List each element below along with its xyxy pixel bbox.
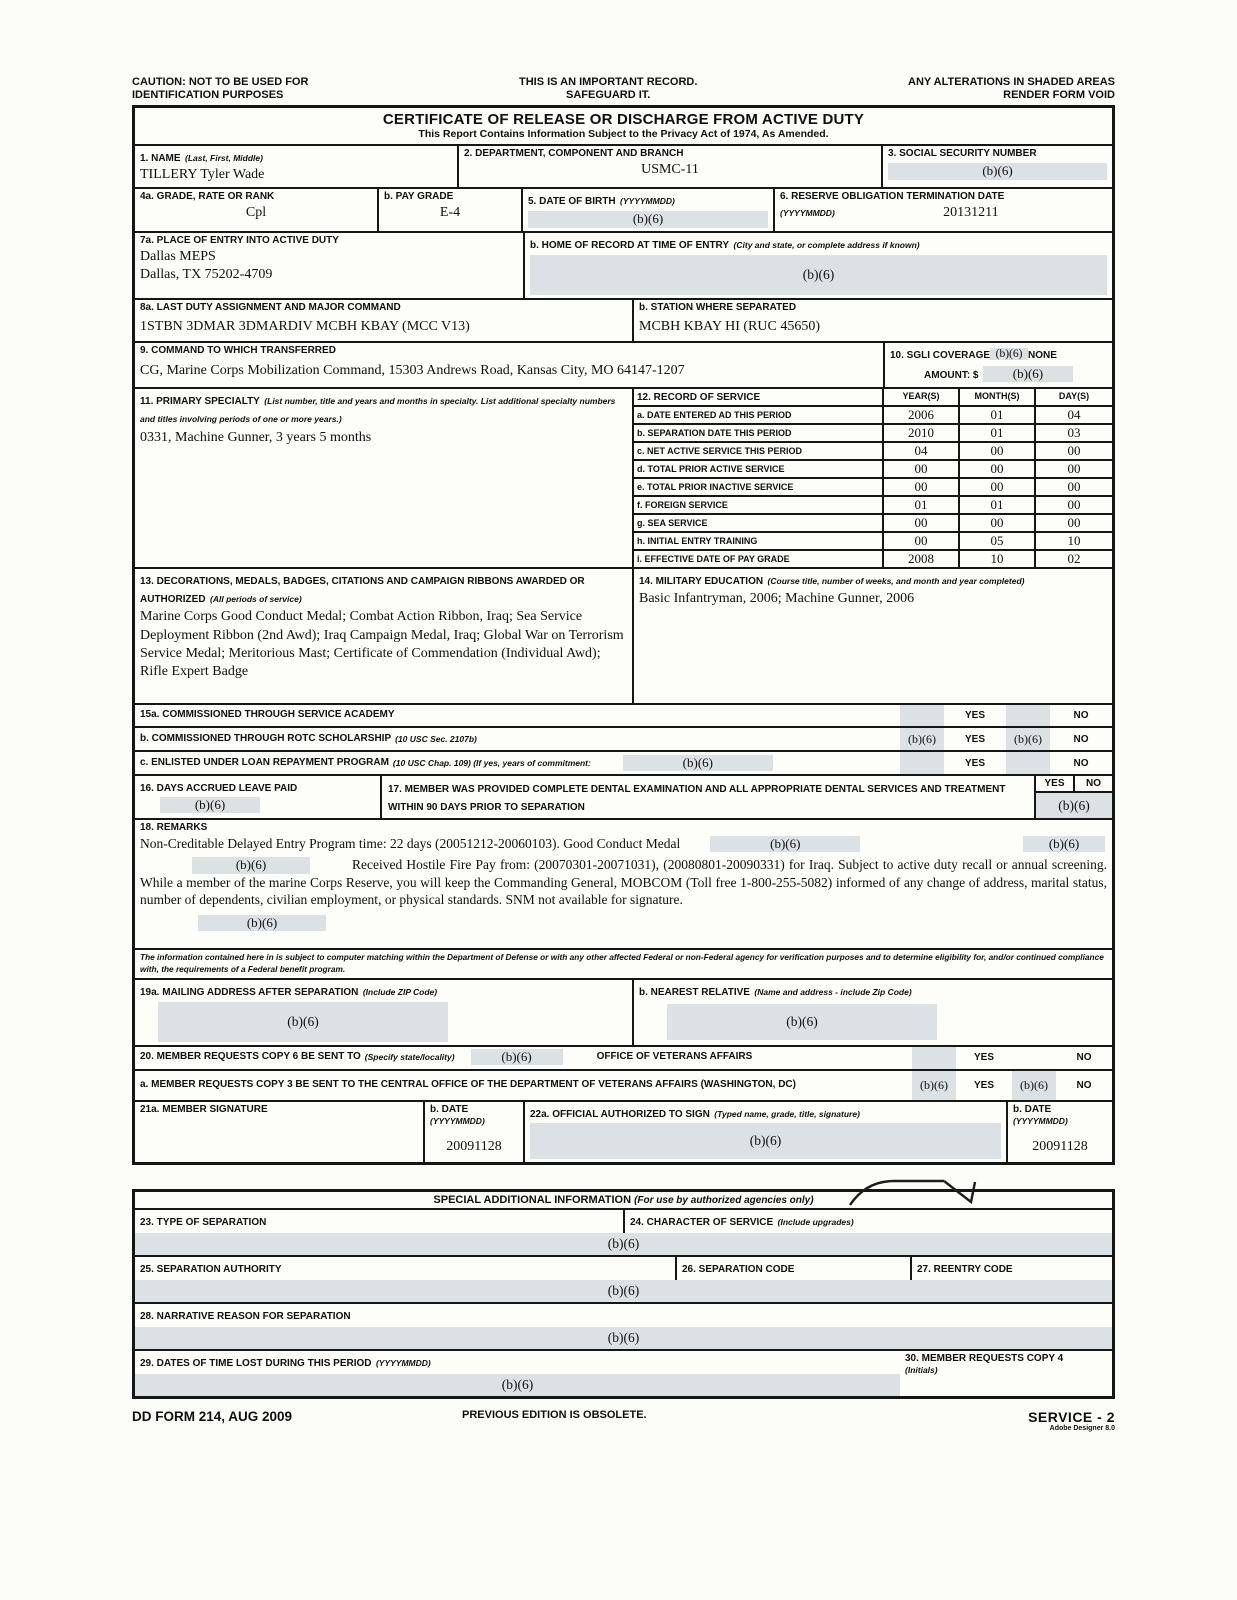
ros-years: 2006 <box>882 407 958 423</box>
redacted-strip-28: (b)(6) <box>135 1327 1112 1349</box>
redacted-value: (b)(6) <box>198 915 326 931</box>
field-5-dob <box>521 189 773 231</box>
field-28-narrative-reason <box>135 1304 1112 1327</box>
ros-row-label: i. EFFECTIVE DATE OF PAY GRADE <box>637 554 790 565</box>
row-23-24 <box>135 1210 1112 1233</box>
caution-center-line1: THIS IS AN IMPORTANT RECORD. <box>518 76 698 88</box>
row-21-22 <box>135 1102 1112 1162</box>
yes-cell: YES <box>964 710 985 722</box>
special-title-note: (For use by authorized agencies only) <box>634 1194 814 1206</box>
field-label: 30. MEMBER REQUESTS COPY 4 <box>905 1352 1064 1364</box>
field-17-dental <box>380 776 1112 818</box>
field-label: 18. REMARKS <box>140 822 208 834</box>
shaded-redacted-cell: (b)(6) <box>1012 1071 1056 1100</box>
caution-center <box>519 76 697 101</box>
field-19b-nearest-relative <box>632 980 1112 1045</box>
field-value-line1: Dallas MEPS <box>140 248 216 264</box>
field-label: 6. RESERVE OBLIGATION TERMINATION DATE <box>780 191 1005 203</box>
adobe-designer-label: Adobe Designer 8.0 <box>1049 1424 1115 1432</box>
field-11-primary-specialty <box>135 389 632 567</box>
ros-years: 00 <box>882 533 958 549</box>
no-cell: NO <box>1076 1079 1092 1091</box>
footer-form-number: DD FORM 214, AUG 2009 <box>132 1408 293 1424</box>
field-21a-member-signature <box>135 1102 423 1162</box>
field-label: b. NEAREST RELATIVE <box>639 986 750 998</box>
ros-years: 00 <box>882 515 958 531</box>
ros-days: 00 <box>1034 515 1112 531</box>
row-4-5-6 <box>135 189 1112 233</box>
no-cell: NO <box>1073 710 1089 722</box>
ros-years: 2008 <box>882 551 958 567</box>
ros-row-label: a. DATE ENTERED AD THIS PERIOD <box>637 410 792 421</box>
ros-row-label: f. FOREIGN SERVICE <box>637 500 728 511</box>
row-15b <box>135 728 1112 752</box>
field-value: USMC-11 <box>641 161 699 177</box>
remarks-paragraph <box>140 856 1107 909</box>
row-8 <box>135 300 1112 343</box>
ros-row-a <box>634 407 1112 425</box>
shaded-cell <box>900 752 944 774</box>
field-label: 19a. MAILING ADDRESS AFTER SEPARATION <box>140 986 359 998</box>
special-title: SPECIAL ADDITIONAL INFORMATION <box>433 1193 632 1206</box>
row-16-17 <box>135 776 1112 820</box>
field-29-time-lost <box>135 1351 900 1396</box>
field-value: 1STBN 3DMAR 3DMARDIV MCBH KBAY (MCC V13) <box>140 318 470 334</box>
ros-row-d <box>634 461 1112 479</box>
field-9-command-transferred <box>135 343 883 387</box>
field-label-note: (City and state, or complete address if known) <box>733 240 920 251</box>
ros-row-e <box>634 479 1112 497</box>
ros-col-years: YEAR(S) <box>882 389 958 405</box>
ros-years: 04 <box>882 443 958 459</box>
field-label-note: (Last, First, Middle) <box>185 153 263 164</box>
redacted-value: (b)(6) <box>530 1123 1001 1159</box>
form-content <box>132 76 1115 1432</box>
field-label: 4a. GRADE, RATE OR RANK <box>140 191 275 203</box>
field-16-accrued-leave <box>135 776 380 818</box>
yes-cell: YES <box>1044 778 1065 790</box>
row-1-2-3 <box>135 146 1112 189</box>
ros-days: 03 <box>1034 425 1112 441</box>
field-3-ssn <box>881 146 1112 187</box>
ros-years: 2010 <box>882 425 958 441</box>
form-subtitle: This Report Contains Information Subject to the Privacy Act of 1974, As Amended. <box>418 128 829 141</box>
ros-row-h <box>634 533 1112 551</box>
remarks-line1: Non-Creditable Delayed Entry Program time: 22 days (20051212-20060103). Good Conduct Medal <box>140 835 681 851</box>
field-label-note: (10 USC Sec. 2107b) <box>395 733 477 744</box>
field-label: 7a. PLACE OF ENTRY INTO ACTIVE DUTY <box>140 235 339 247</box>
field-label-note: (Include ZIP Code) <box>362 986 438 997</box>
redacted-value: (b)(6) <box>990 348 1028 360</box>
spacer-cell <box>1012 1047 1056 1069</box>
ros-row-c <box>634 443 1112 461</box>
field-label: 27. REENTRY CODE <box>917 1263 1013 1275</box>
ros-months: 00 <box>958 515 1034 531</box>
redacted-value: (b)(6) <box>530 255 1107 295</box>
no-cell: NO <box>1073 733 1089 745</box>
redacted-value: (b)(6) <box>983 366 1073 382</box>
field-label: a. MEMBER REQUESTS COPY 3 BE SENT TO THE CENTRAL OFFICE OF THE DEPARTMENT OF VETERANS AFFAIRS (WASHINGTON, DC) <box>140 1078 796 1090</box>
special-additional-info-box <box>132 1189 1115 1399</box>
ros-row-label: g. SEA SERVICE <box>637 518 708 529</box>
office-veterans-affairs-label: OFFICE OF VETERANS AFFAIRS <box>596 1051 753 1063</box>
field-15c-loan-repayment <box>135 752 900 774</box>
field-label: b. COMMISSIONED THROUGH ROTC SCHOLARSHIP <box>140 732 392 744</box>
redacted-value: (b)(6) <box>160 797 260 813</box>
yes-cell: YES <box>964 733 985 745</box>
yes-cell: YES <box>964 757 985 769</box>
ros-col-months: MONTH(S) <box>958 389 1034 405</box>
field-label: 24. CHARACTER OF SERVICE <box>630 1216 774 1228</box>
redacted-value: (b)(6) <box>1023 836 1105 852</box>
ros-title: 12. RECORD OF SERVICE <box>637 392 761 404</box>
field-19a-mailing-address <box>135 980 632 1045</box>
field-value: 20091128 <box>446 1139 502 1155</box>
field-13-decorations <box>135 569 632 703</box>
field-label: 20. MEMBER REQUESTS COPY 6 BE SENT TO <box>140 1051 361 1063</box>
field-15b-rotc <box>135 728 900 750</box>
field-label-note: (YYYYMMDD) <box>780 208 835 219</box>
redacted-value: (b)(6) <box>623 755 773 771</box>
field-6-reserve-obligation <box>773 189 1112 231</box>
field-label-note: (Specify state/locality) <box>364 1052 455 1063</box>
caution-right <box>908 76 1115 101</box>
field-label: b. DATE <box>1013 1103 1052 1115</box>
redacted-value: (b)(6) <box>710 836 860 852</box>
field-value: MCBH KBAY HI (RUC 45650) <box>639 318 820 334</box>
ros-years: 00 <box>882 479 958 495</box>
field-label-note: (YYYYMMDD) <box>430 1116 485 1127</box>
caution-left <box>132 76 308 101</box>
field-label-note: (Course title, number of weeks, and month and year completed) <box>767 576 1025 587</box>
form-title-block <box>135 108 1112 146</box>
ros-row-label: h. INITIAL ENTRY TRAINING <box>637 536 758 547</box>
field-label: 25. SEPARATION AUTHORITY <box>140 1263 282 1275</box>
shaded-redacted-cell: (b)(6) <box>1036 793 1112 818</box>
field-value: CG, Marine Corps Mobilization Command, 15303 Andrews Road, Kansas City, MO 64147-1207 <box>140 362 685 378</box>
redacted-value: (b)(6) <box>471 1049 563 1065</box>
yes-no-20a <box>912 1071 1112 1100</box>
ros-days: 00 <box>1034 479 1112 495</box>
ros-months: 01 <box>958 425 1034 441</box>
row-13-14 <box>135 569 1112 705</box>
ros-days: 10 <box>1034 533 1112 549</box>
field-value: Basic Infantryman, 2006; Machine Gunner, 2006 <box>639 591 915 607</box>
ros-years: 01 <box>882 497 958 513</box>
yes-no-15a <box>900 705 1112 726</box>
field-label: b. HOME OF RECORD AT TIME OF ENTRY <box>530 240 730 252</box>
row-25-26-27 <box>135 1255 1112 1280</box>
ros-row-b <box>634 425 1112 443</box>
field-label: 23. TYPE OF SEPARATION <box>140 1216 267 1228</box>
field-label-note: (Initials) <box>905 1365 938 1376</box>
field-22b-date <box>1006 1102 1112 1162</box>
redacted-value: (b)(6) <box>667 1004 937 1040</box>
row-11-12 <box>135 389 1112 569</box>
field-label: 3. SOCIAL SECURITY NUMBER <box>888 148 1037 160</box>
ros-months: 00 <box>958 443 1034 459</box>
field-4b-paygrade <box>377 189 521 231</box>
field-label: 8a. LAST DUTY ASSIGNMENT AND MAJOR COMMAND <box>140 302 401 314</box>
field-25-separation-authority <box>135 1257 675 1280</box>
field-label: 11. PRIMARY SPECIALTY <box>140 396 260 408</box>
privacy-note: The information contained here in is subject to computer matching within the Department of Defense or with any other affected Federal or non-Federal agency for verification purposes and to determine eligibility for, and/or continued compliance with, the requirements of a Federal benefit program. <box>140 952 1104 974</box>
field-label: 10. SGLI COVERAGE <box>890 350 991 362</box>
field-7b-home-of-record <box>523 233 1112 298</box>
redacted-value: (b)(6) <box>888 163 1107 180</box>
ros-years: 00 <box>882 461 958 477</box>
field-8a-last-duty <box>135 300 632 341</box>
no-cell: NO <box>1073 757 1089 769</box>
redacted-value: (b)(6) <box>158 1002 448 1042</box>
field-value: 20131211 <box>943 204 999 220</box>
field-label-note: (Typed name, grade, title, signature) <box>714 1108 860 1119</box>
service-copy-label: SERVICE - 2 <box>1028 1408 1115 1425</box>
redacted-value: (b)(6) <box>528 211 768 228</box>
field-label-note: (YYYYMMDD) <box>375 1357 431 1368</box>
field-23-type-of-separation <box>135 1210 623 1233</box>
field-label: 9. COMMAND TO WHICH TRANSFERRED <box>140 345 336 357</box>
ros-months: 01 <box>958 407 1034 423</box>
field-label: c. ENLISTED UNDER LOAN REPAYMENT PROGRAM <box>140 756 389 768</box>
shaded-cell <box>900 705 944 726</box>
field-30-member-requests-copy4 <box>900 1351 1112 1396</box>
row-7 <box>135 233 1112 300</box>
redacted-strip-25-27: (b)(6) <box>135 1280 1112 1302</box>
field-value: 0331, Machine Gunner, 3 years 5 months <box>140 430 372 446</box>
footer-service-copy <box>895 1409 1115 1432</box>
field-label: 2. DEPARTMENT, COMPONENT AND BRANCH <box>464 148 684 160</box>
field-label-note: (YYYYMMDD) <box>620 196 675 207</box>
no-cell: NO <box>1073 776 1112 791</box>
ros-days: 02 <box>1034 551 1112 567</box>
ros-months: 00 <box>958 479 1034 495</box>
field-value: TILLERY Tyler Wade <box>140 167 265 183</box>
yes-cell: YES <box>973 1079 994 1091</box>
row-20a <box>135 1071 1112 1102</box>
shaded-redacted-cell: (b)(6) <box>900 728 944 750</box>
ros-row-label: c. NET ACTIVE SERVICE THIS PERIOD <box>637 446 803 457</box>
shaded-cell <box>1006 705 1050 726</box>
ros-header-row <box>634 389 1112 407</box>
form-footer <box>132 1409 1115 1432</box>
field-20-copy6 <box>135 1047 912 1069</box>
row-9-10 <box>135 343 1112 389</box>
caution-right-line2: RENDER FORM VOID <box>1003 88 1115 101</box>
ros-months: 00 <box>958 461 1034 477</box>
remarks-line2: Received Hostile Fire Pay from: (20070301-20071031), (20080801-20090331) for Iraq. Subject to active duty recall or annual screening. While a member of the marine Corps Reserve, you will keep the Commanding General, MOBCOM (Toll free 1-800-255-5082) informed of any change of address, marital status, number of dependents, civilian employment, or physical standards. SNM not available for signature. <box>140 856 1107 908</box>
field-label-note: (All periods of service) <box>210 594 302 605</box>
ros-days: 04 <box>1034 407 1112 423</box>
field-label: b. DATE <box>430 1103 469 1115</box>
field-21b-date <box>423 1102 523 1162</box>
footer-edition-note: PREVIOUS EDITION IS OBSOLETE. <box>462 1408 647 1421</box>
redacted-value: (b)(6) <box>192 857 310 874</box>
main-form-box <box>132 105 1115 1165</box>
field-label: 5. DATE OF BIRTH <box>528 196 616 208</box>
field-label: 1. NAME <box>140 153 181 165</box>
field-label: 15a. COMMISSIONED THROUGH SERVICE ACADEMY <box>140 709 395 721</box>
row-19 <box>135 980 1112 1047</box>
field-20a-copy3 <box>135 1071 912 1100</box>
yes-cell: YES <box>973 1052 994 1064</box>
field-value: Cpl <box>245 204 267 220</box>
sgli-none-label: NONE <box>1028 350 1057 362</box>
caution-left-line1: CAUTION: NOT TO BE USED FOR <box>132 76 309 88</box>
field-label: 13. DECORATIONS, MEDALS, BADGES, CITATIONS AND CAMPAIGN RIBBONS AWARDED OR AUTHORIZED <box>140 576 585 606</box>
shaded-cell <box>912 1047 956 1069</box>
caution-left-line2: IDENTIFICATION PURPOSES <box>132 88 284 101</box>
field-8b-station-separated <box>632 300 1112 341</box>
no-cell: NO <box>1076 1052 1092 1064</box>
field-label: 29. DATES OF TIME LOST DURING THIS PERIOD <box>140 1357 372 1369</box>
field-value: E-4 <box>439 204 461 220</box>
row-15c <box>135 752 1112 776</box>
redacted-strip-23-24: (b)(6) <box>135 1233 1112 1255</box>
field-1-name <box>135 146 457 187</box>
ros-col-days: DAY(S) <box>1034 389 1112 405</box>
row-privacy-note <box>135 950 1112 979</box>
field-label: 26. SEPARATION CODE <box>682 1263 795 1275</box>
ros-row-i <box>634 551 1112 567</box>
field-7a-place-of-entry <box>135 233 523 298</box>
field-26-separation-code <box>675 1257 910 1280</box>
caution-right-line1: ANY ALTERATIONS IN SHADED AREAS <box>908 76 1115 88</box>
field-label-note: (List number, title and years and months in specialty. List additional specialty numbers and titles involving periods of one or more years.) <box>140 396 616 425</box>
field-label: 28. NARRATIVE REASON FOR SEPARATION <box>140 1310 351 1322</box>
shaded-cell <box>1006 752 1050 774</box>
row-18-remarks <box>135 820 1112 950</box>
ros-months: 01 <box>958 497 1034 513</box>
ros-days: 00 <box>1034 461 1112 477</box>
row-15a <box>135 705 1112 728</box>
ros-months: 05 <box>958 533 1034 549</box>
ros-months: 10 <box>958 551 1034 567</box>
field-label: b. STATION WHERE SEPARATED <box>639 302 797 314</box>
row-29-30 <box>135 1349 1112 1396</box>
field-label: 17. MEMBER WAS PROVIDED COMPLETE DENTAL EXAMINATION AND ALL APPROPRIATE DENTAL SERVICES AND TREATMENT WITHIN 90 DAYS PRIOR TO SEPARATION <box>388 784 1006 814</box>
shaded-redacted-cell: (b)(6) <box>1006 728 1050 750</box>
ros-days: 00 <box>1034 443 1112 459</box>
field-label-note: (YYYYMMDD) <box>1013 1116 1068 1127</box>
row-28 <box>135 1302 1112 1327</box>
ros-row-label: b. SEPARATION DATE THIS PERIOD <box>637 428 792 439</box>
field-18-remarks <box>135 820 1112 948</box>
yes-no-20 <box>912 1047 1112 1069</box>
ros-row-f <box>634 497 1112 515</box>
field-22a-official-sign <box>523 1102 1006 1162</box>
field-15a-service-academy <box>135 705 900 726</box>
field-label-note: (Name and address - include Zip Code) <box>754 986 912 997</box>
field-24-character-of-service <box>623 1210 1112 1233</box>
field-value: 20091128 <box>1032 1139 1088 1155</box>
ros-row-g <box>634 515 1112 533</box>
field-27-reentry-code <box>910 1257 1112 1280</box>
field-2-branch <box>457 146 881 187</box>
field-label: 16. DAYS ACCRUED LEAVE PAID <box>140 783 298 795</box>
caution-center-line2: SAFEGUARD IT. <box>566 88 651 101</box>
field-label: 21a. MEMBER SIGNATURE <box>140 1103 268 1115</box>
field-value-line2: Dallas, TX 75202-4709 <box>140 267 273 283</box>
field-label: 22a. OFFICIAL AUTHORIZED TO SIGN <box>530 1108 710 1120</box>
ros-days: 00 <box>1034 497 1112 513</box>
field-value: Marine Corps Good Conduct Medal; Combat Action Ribbon, Iraq; Sea Service Deployment Ribbon (2nd Awd); Iraq Campaign Medal, Iraq; Global War on Terrorism Service Medal; Meritorious Mast; Certificate of Commendation (Individual Awd); Rifle Expert Badge <box>140 609 624 680</box>
sgli-amount-label: AMOUNT: $ <box>924 370 979 382</box>
shaded-redacted-cell: (b)(6) <box>912 1071 956 1100</box>
field-label-note: (10 USC Chap. 109) (If yes, years of commitment: <box>392 757 591 768</box>
field-label-note: (Include upgrades) <box>777 1216 854 1227</box>
ros-row-label: d. TOTAL PRIOR ACTIVE SERVICE <box>637 464 785 475</box>
field-12-record-of-service <box>632 389 1112 567</box>
yes-no-15c <box>900 752 1112 774</box>
form-title: CERTIFICATE OF RELEASE OR DISCHARGE FROM ACTIVE DUTY <box>382 111 865 129</box>
caution-strip <box>132 76 1115 101</box>
field-10-sgli <box>883 343 1112 387</box>
row-20 <box>135 1047 1112 1071</box>
ros-row-label: e. TOTAL PRIOR INACTIVE SERVICE <box>637 482 794 493</box>
field-label: b. PAY GRADE <box>384 191 454 203</box>
yes-no-15b <box>900 728 1112 750</box>
field-label: 14. MILITARY EDUCATION <box>639 576 764 588</box>
field-14-military-education <box>632 569 1112 703</box>
redacted-strip-29: (b)(6) <box>135 1374 900 1396</box>
yes-no-17 <box>1034 776 1112 818</box>
scan-fold-artifact <box>848 1176 1003 1208</box>
field-4a-grade <box>135 189 377 231</box>
